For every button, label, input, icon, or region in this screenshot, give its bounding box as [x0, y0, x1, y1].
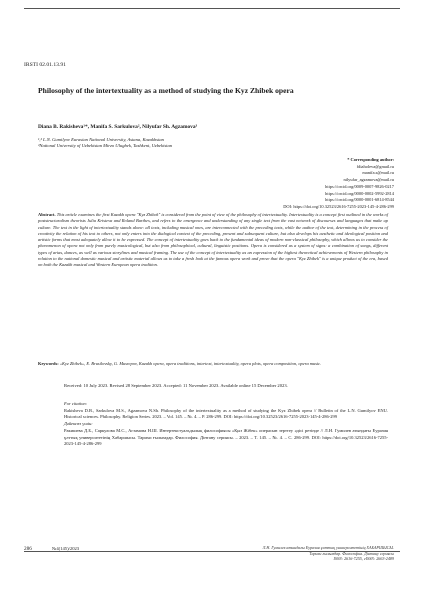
journal-line-1: Л.Н. Гумилев атындағы Еуразия ұлттық университетінің ХАБАРШЫСЫ.	[262, 545, 394, 550]
citation-text-kz: Ракишева Д.Б., Саркулова М.С., Агзамова Н.Ш. Интертекстуальдылық философиясы «Қыз Жібек» операсын зерттеу әдісі ретінде // Л.Н. Гумилев атындағы Еуразия ұлттық университетінің Хабаршысы. Тарихи ғылымдар. Философия. Дінтану сериясы. – 2023. – Т. 145. – №. 4. – С. 286-299. DOI: https://doi.org/10.32523/2616-7255-2023-145-4-286-299	[64, 427, 388, 447]
top-rule	[24, 8, 400, 9]
irsti-code: IRSTI 02.01.13.91	[24, 62, 66, 68]
keywords-text: «Kyz Zhibek», E. Brusilovsky, G. Musrepov, Kazakh opera, opera traditions, intertext, intertextuality, opera plots, opera composition, opera music.	[59, 361, 322, 366]
journal-line-2: Тарихи ғылымдар. Философия. Дінтану сериясы	[309, 550, 394, 556]
received-dates: Received: 10 July 2023. Revised 28 September 2023. Accepted: 11 November 2023. Available online 15 December 2023.	[64, 383, 288, 388]
abstract-label: Abstract.	[38, 212, 56, 217]
email-3[interactable]: nilyufar_agzamova@mail.ru	[343, 177, 394, 183]
contact-block	[283, 157, 394, 211]
orcid-1[interactable]: https://orcid.org/0009-0007-9826-0217	[325, 183, 394, 189]
affiliation-1: ¹,² L.N. Gumilyov Eurasian National University, Astana, Kazakhstan	[38, 137, 164, 142]
citation-label-en: For citation:	[64, 401, 88, 406]
doi-link[interactable]: DOI: https://doi.org/10.32523/2616-7255-2023-145-4-286-299	[283, 203, 394, 209]
citation-text-en: Rakisheva D.B., Sarkulova M.S., Agzamova N.Sh. Philosophy of the intertextuality as a method of studying the Kyz Zhibek opera // Bulletin of the L.N. Gumilyov ENU. Historical sciences. Philosophy. Religion Series. 2023. – Vol. 145. – №. 4. – P. 286-299. DOI: https://doi.org/10.32523/2616-7255-2023-145-4-286-299	[64, 407, 388, 420]
email-2[interactable]: manifa.s@mail.ru	[362, 170, 394, 176]
corresponding-author-heading: * Corresponding author:	[347, 157, 394, 162]
article-title: Philosophy of the intertextuality as a method of studying the Kyz Zhibek opera	[38, 86, 294, 95]
keywords	[38, 361, 388, 367]
keywords-label: Keywords:	[38, 361, 59, 366]
abstract	[38, 212, 388, 269]
author-list: Diana B. Rakisheva¹*, Manifa S. Sarkulova², Nilyufar Sh. Agzamova³	[38, 124, 198, 130]
page-number: 286	[24, 546, 32, 552]
citation-block	[64, 401, 388, 448]
abstract-text: This article examines the first Kazakh opera "Kyz Zhibek" is considered from the point of view of the philosophy of intertextuality. Intertextuality is a concept first outlined in the works of poststructuralism theorists Julia Kristeva and Roland Barthes, and refers to the emergence and understanding of any single text from the vast network of discourses and languages that make up culture. The text in the light of intertextuality stands alone: all texts, including musical ones, are interconnected with the preceding texts, while the author of the text, determining in the process of creativity the relation of his text to others, not only enters into the dialogical context of the preceding, present and subsequent culture, but also develops his aesthetic and ideological position and artistic forms that most adequately allow it to be expressed. The concept of intertextuality goes back to the fundamental ideas of modern non-classical philosophy, which allows us to consider the phenomenon of opera not only from purely musicological, but also from philosophical, cultural, linguistic positions. Opera is considered as a system of signs: a combination of songs, different types of arias, dances, as well as various storylines and musical framing. The use of the concept of intertextuality as an expression of the highest theoretical achievements of Western philosophy in relation to the national domestic musical and artistic material allows us to take a fresh look at the famous opera work and prove that the opera "Kyz Zhibek" is a unique product of the era, based on both the Kazakh musical and Western European opera tradition.	[38, 212, 389, 268]
affiliations	[38, 137, 378, 149]
journal-footer	[263, 545, 394, 562]
affiliation-2: ³National University of Uzbekistan Mirzo Ulugbek, Tashkent, Uzbekistan	[38, 143, 173, 149]
orcid-2[interactable]: https://orcid.org/0000-0002-5992-2814	[325, 190, 394, 196]
orcid-3[interactable]: https://orcid.org/0000-0001-6814-8544	[325, 197, 394, 203]
citation-label-kz: Дәйексөз үшін:	[64, 421, 93, 427]
journal-line-3: ISSN: 2616-7255, eISSN: 2663-2489	[333, 556, 394, 562]
issue-number: №4(145)/2023	[52, 546, 80, 551]
email-1[interactable]: fdiaholeva@gmail.ru	[356, 163, 394, 169]
